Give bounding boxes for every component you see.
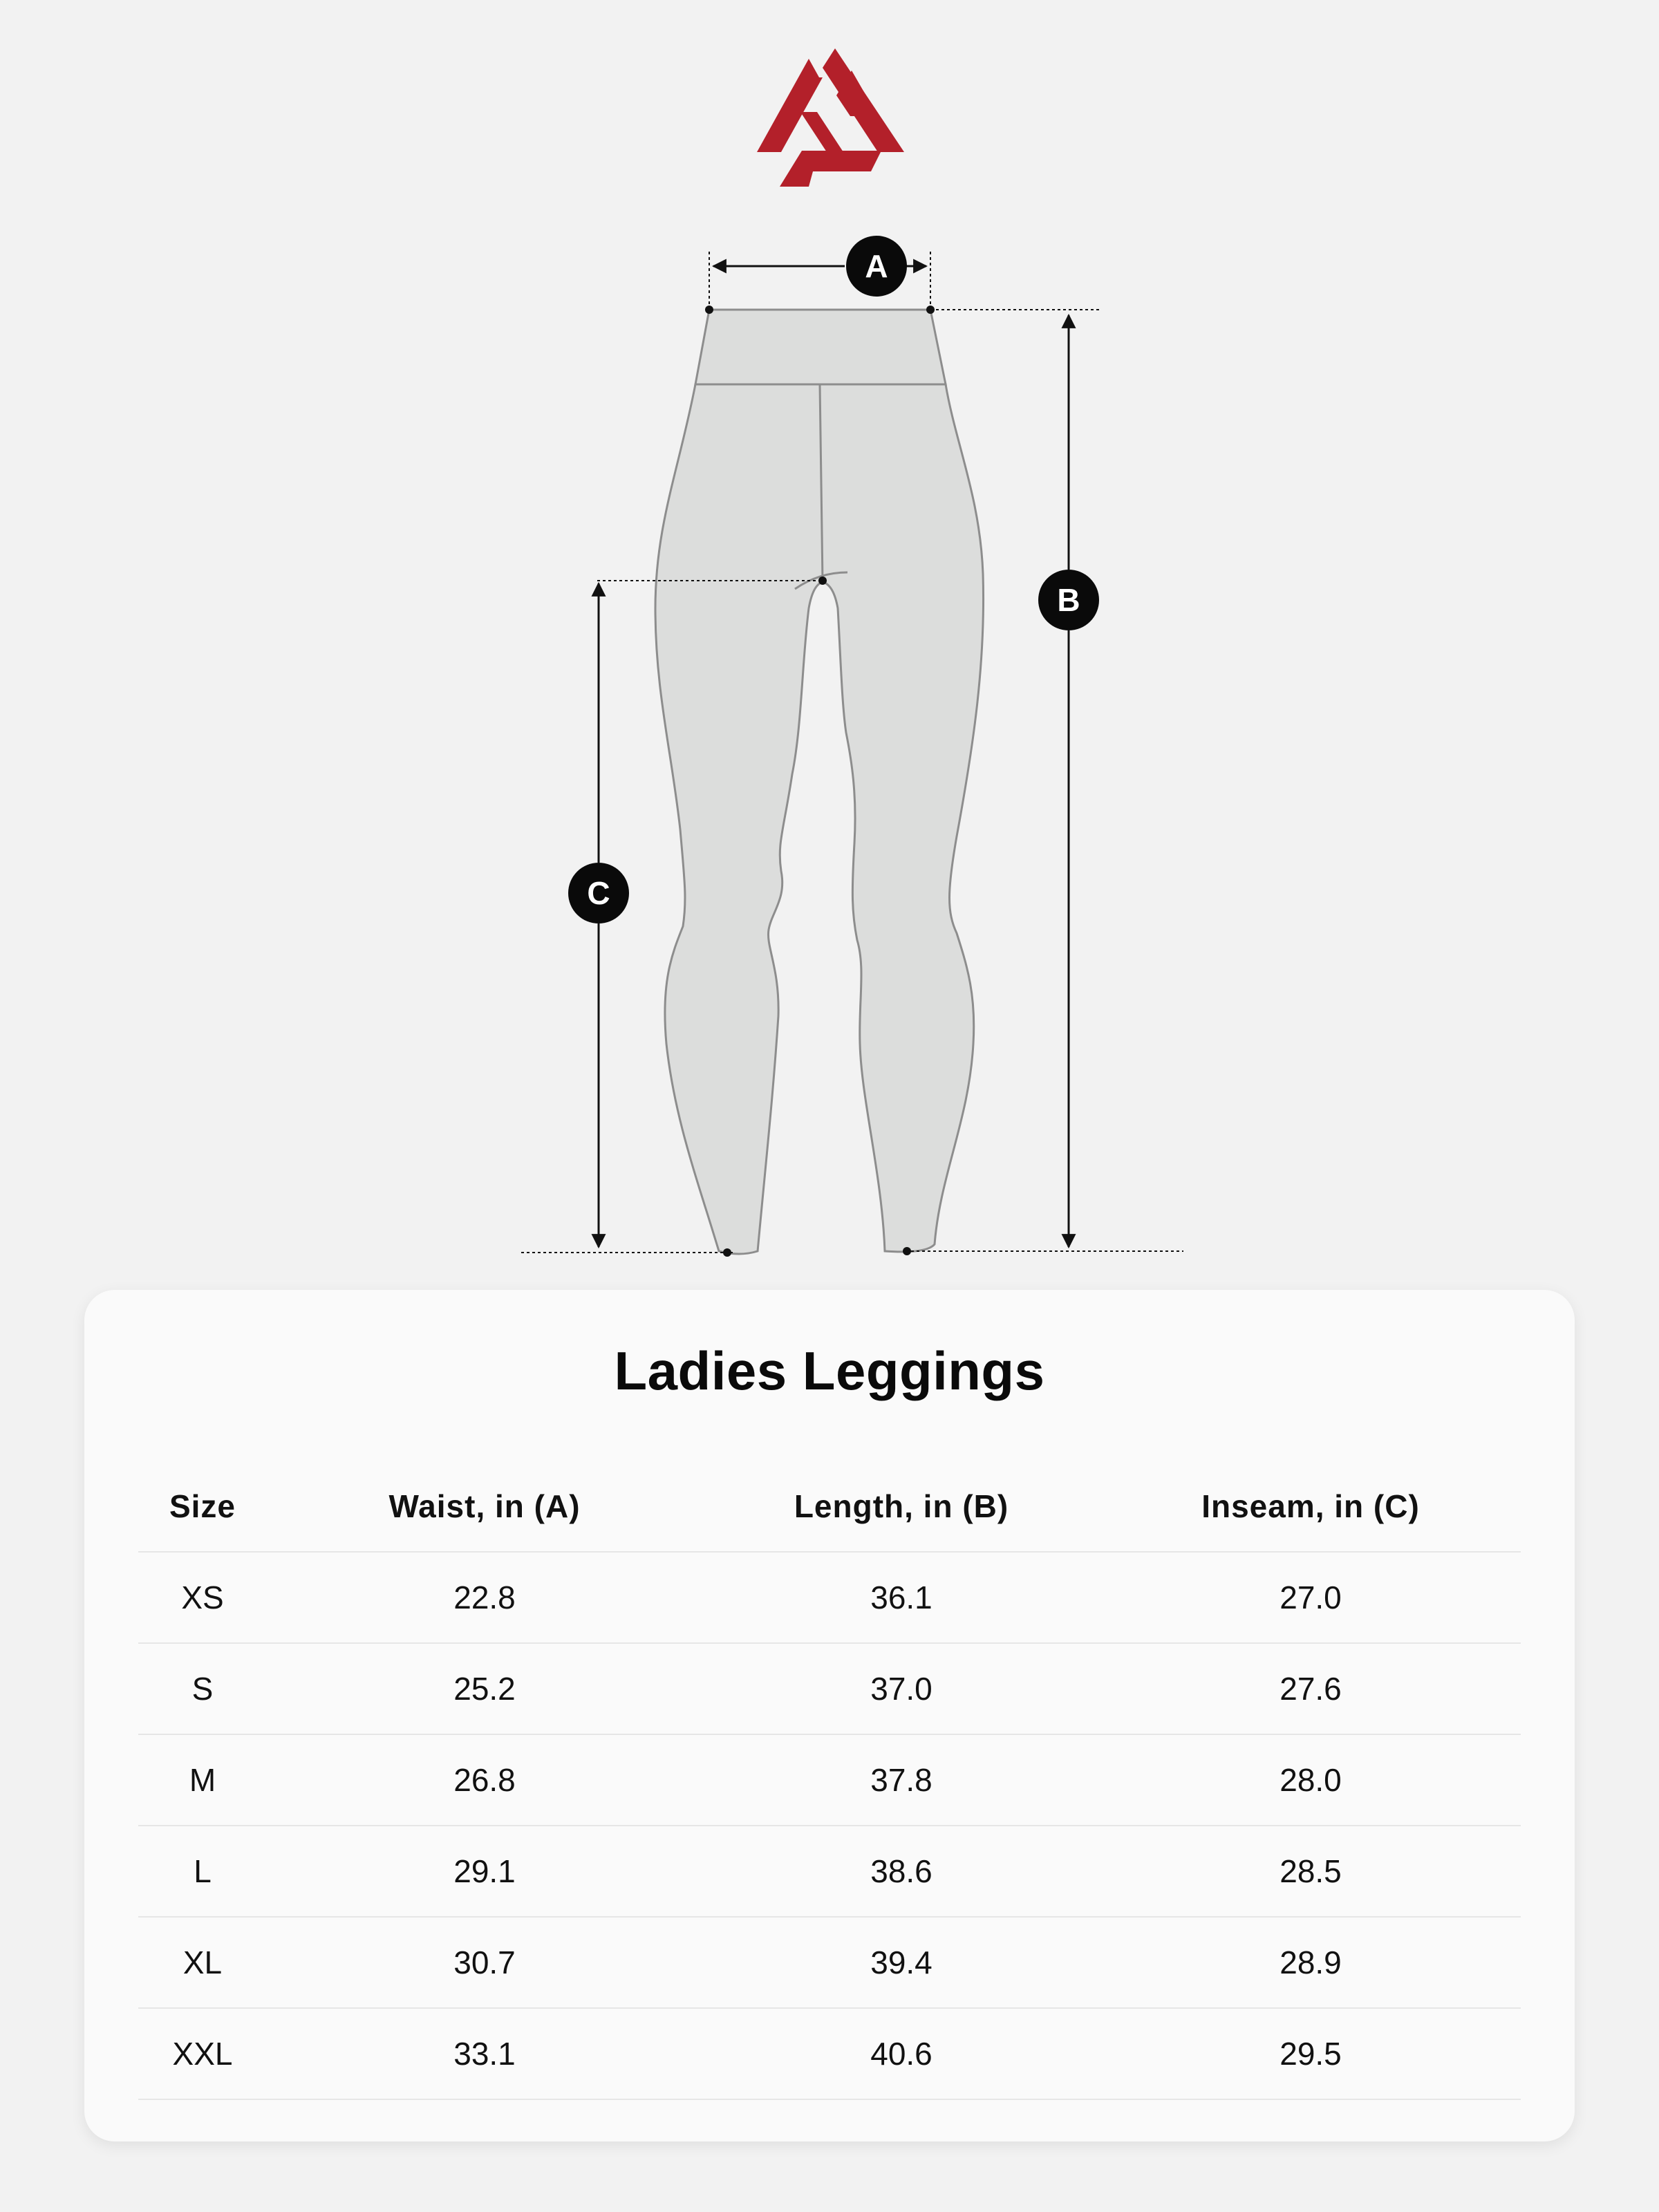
table-row xyxy=(138,1552,1521,1643)
length-cell: 37.8 xyxy=(702,1734,1100,1826)
table-row xyxy=(138,1917,1521,2008)
length-cell: 37.0 xyxy=(702,1643,1100,1734)
waist-cell: 26.8 xyxy=(267,1734,702,1826)
length-cell: 38.6 xyxy=(702,1826,1100,1917)
size-table xyxy=(138,1461,1521,2100)
marker-c xyxy=(568,863,629,924)
marker-b-label: B xyxy=(1057,582,1080,618)
table-header-row xyxy=(138,1461,1521,1552)
size-cell: XS xyxy=(138,1552,267,1643)
size-cell: L xyxy=(138,1826,267,1917)
waist-cell: 25.2 xyxy=(267,1643,702,1734)
size-chart-title: Ladies Leggings xyxy=(614,1340,1045,1401)
waist-cell: 30.7 xyxy=(267,1917,702,2008)
leggings-body xyxy=(655,384,984,1254)
waistband xyxy=(695,310,946,384)
inseam-cell: 27.0 xyxy=(1100,1552,1521,1643)
header-inseam: Inseam, in (C) xyxy=(1100,1461,1521,1552)
size-cell: M xyxy=(138,1734,267,1826)
header-size: Size xyxy=(138,1461,267,1552)
table-row xyxy=(138,1643,1521,1734)
size-cell: XXL xyxy=(138,2008,267,2099)
inseam-cell: 28.5 xyxy=(1100,1826,1521,1917)
inseam-cell: 28.0 xyxy=(1100,1734,1521,1826)
header-length: Length, in (B) xyxy=(702,1461,1100,1552)
inseam-cell: 27.6 xyxy=(1100,1643,1521,1734)
table-row xyxy=(138,1734,1521,1826)
marker-a-label: A xyxy=(865,248,888,284)
marker-a xyxy=(846,236,907,297)
inseam-cell: 28.9 xyxy=(1100,1917,1521,2008)
marker-c-label: C xyxy=(587,875,610,911)
waist-cell: 22.8 xyxy=(267,1552,702,1643)
waist-cell: 29.1 xyxy=(267,1826,702,1917)
size-cell: XL xyxy=(138,1917,267,2008)
table-row xyxy=(138,1826,1521,1917)
marker-b xyxy=(1038,570,1099,630)
header-waist: Waist, in (A) xyxy=(267,1461,702,1552)
leggings-illustration xyxy=(655,310,984,1254)
inseam-cell: 29.5 xyxy=(1100,2008,1521,2099)
length-cell: 36.1 xyxy=(702,1552,1100,1643)
size-chart-card xyxy=(84,1290,1575,2141)
length-cell: 39.4 xyxy=(702,1917,1100,2008)
length-cell: 40.6 xyxy=(702,2008,1100,2099)
size-cell: S xyxy=(138,1643,267,1734)
waist-cell: 33.1 xyxy=(267,2008,702,2099)
table-row xyxy=(138,2008,1521,2099)
